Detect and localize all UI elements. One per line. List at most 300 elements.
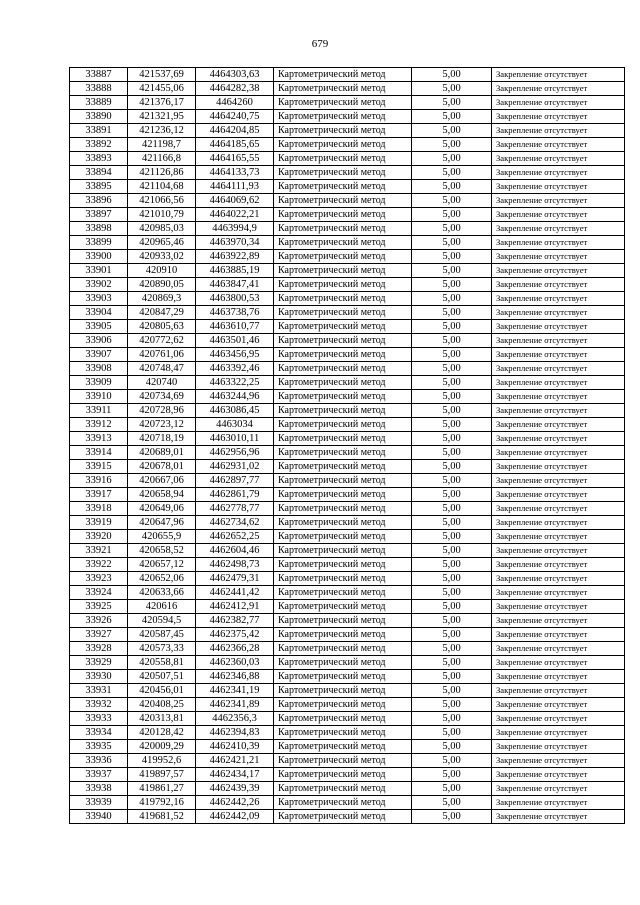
table-row xyxy=(70,684,625,698)
y-coordinate-cell: 4464204,85 xyxy=(196,124,274,138)
y-coordinate-cell: 4463322,25 xyxy=(196,376,274,390)
fixing-note-cell: Закрепление отсутствует xyxy=(492,82,625,96)
method-cell: Картометрический метод xyxy=(274,754,412,768)
y-coordinate-cell: 4464240,75 xyxy=(196,110,274,124)
fixing-note-cell: Закрепление отсутствует xyxy=(492,404,625,418)
method-cell: Картометрический метод xyxy=(274,698,412,712)
method-cell: Картометрический метод xyxy=(274,488,412,502)
accuracy-cell: 5,00 xyxy=(412,124,492,138)
x-coordinate-cell: 420313,81 xyxy=(128,712,196,726)
method-cell: Картометрический метод xyxy=(274,278,412,292)
y-coordinate-cell: 4463847,41 xyxy=(196,278,274,292)
table-row xyxy=(70,488,625,502)
x-coordinate-cell: 421066,56 xyxy=(128,194,196,208)
y-coordinate-cell: 4462341,19 xyxy=(196,684,274,698)
table-row xyxy=(70,614,625,628)
fixing-note-cell: Закрепление отсутствует xyxy=(492,642,625,656)
method-cell: Картометрический метод xyxy=(274,320,412,334)
fixing-note-cell: Закрепление отсутствует xyxy=(492,166,625,180)
point-number-cell: 33892 xyxy=(70,138,128,152)
x-coordinate-cell: 420890,05 xyxy=(128,278,196,292)
accuracy-cell: 5,00 xyxy=(412,432,492,446)
table-row xyxy=(70,502,625,516)
table-row xyxy=(70,530,625,544)
point-number-cell: 33900 xyxy=(70,250,128,264)
table-row xyxy=(70,110,625,124)
y-coordinate-cell: 4462442,26 xyxy=(196,796,274,810)
fixing-note-cell: Закрепление отсутствует xyxy=(492,152,625,166)
point-number-cell: 33914 xyxy=(70,446,128,460)
point-number-cell: 33933 xyxy=(70,712,128,726)
y-coordinate-cell: 4462375,42 xyxy=(196,628,274,642)
table-row xyxy=(70,250,625,264)
y-coordinate-cell: 4463244,96 xyxy=(196,390,274,404)
accuracy-cell: 5,00 xyxy=(412,68,492,82)
point-number-cell: 33912 xyxy=(70,418,128,432)
method-cell: Картометрический метод xyxy=(274,404,412,418)
accuracy-cell: 5,00 xyxy=(412,152,492,166)
fixing-note-cell: Закрепление отсутствует xyxy=(492,782,625,796)
point-number-cell: 33910 xyxy=(70,390,128,404)
fixing-note-cell: Закрепление отсутствует xyxy=(492,432,625,446)
method-cell: Картометрический метод xyxy=(274,474,412,488)
accuracy-cell: 5,00 xyxy=(412,572,492,586)
x-coordinate-cell: 420933,02 xyxy=(128,250,196,264)
y-coordinate-cell: 4462341,89 xyxy=(196,698,274,712)
method-cell: Картометрический метод xyxy=(274,502,412,516)
table-row xyxy=(70,782,625,796)
accuracy-cell: 5,00 xyxy=(412,166,492,180)
fixing-note-cell: Закрепление отсутствует xyxy=(492,502,625,516)
method-cell: Картометрический метод xyxy=(274,544,412,558)
accuracy-cell: 5,00 xyxy=(412,544,492,558)
method-cell: Картометрический метод xyxy=(274,712,412,726)
y-coordinate-cell: 4464022,21 xyxy=(196,208,274,222)
fixing-note-cell: Закрепление отсутствует xyxy=(492,208,625,222)
table-row xyxy=(70,236,625,250)
x-coordinate-cell: 420965,46 xyxy=(128,236,196,250)
x-coordinate-cell: 420616 xyxy=(128,600,196,614)
accuracy-cell: 5,00 xyxy=(412,320,492,334)
x-coordinate-cell: 421236,12 xyxy=(128,124,196,138)
x-coordinate-cell: 420558,81 xyxy=(128,656,196,670)
fixing-note-cell: Закрепление отсутствует xyxy=(492,292,625,306)
fixing-note-cell: Закрепление отсутствует xyxy=(492,362,625,376)
method-cell: Картометрический метод xyxy=(274,390,412,404)
table-row xyxy=(70,390,625,404)
fixing-note-cell: Закрепление отсутствует xyxy=(492,390,625,404)
y-coordinate-cell: 4463738,76 xyxy=(196,306,274,320)
accuracy-cell: 5,00 xyxy=(412,418,492,432)
x-coordinate-cell: 420657,12 xyxy=(128,558,196,572)
x-coordinate-cell: 420652,06 xyxy=(128,572,196,586)
x-coordinate-cell: 420761,06 xyxy=(128,348,196,362)
accuracy-cell: 5,00 xyxy=(412,600,492,614)
fixing-note-cell: Закрепление отсутствует xyxy=(492,68,625,82)
x-coordinate-cell: 420667,06 xyxy=(128,474,196,488)
method-cell: Картометрический метод xyxy=(274,600,412,614)
y-coordinate-cell: 4464111,93 xyxy=(196,180,274,194)
method-cell: Картометрический метод xyxy=(274,96,412,110)
fixing-note-cell: Закрепление отсутствует xyxy=(492,250,625,264)
fixing-note-cell: Закрепление отсутствует xyxy=(492,446,625,460)
accuracy-cell: 5,00 xyxy=(412,222,492,236)
fixing-note-cell: Закрепление отсутствует xyxy=(492,96,625,110)
y-coordinate-cell: 4462439,39 xyxy=(196,782,274,796)
table-row xyxy=(70,544,625,558)
method-cell: Картометрический метод xyxy=(274,530,412,544)
x-coordinate-cell: 420507,51 xyxy=(128,670,196,684)
x-coordinate-cell: 420734,69 xyxy=(128,390,196,404)
x-coordinate-cell: 420805,63 xyxy=(128,320,196,334)
y-coordinate-cell: 4463086,45 xyxy=(196,404,274,418)
x-coordinate-cell: 421104,68 xyxy=(128,180,196,194)
fixing-note-cell: Закрепление отсутствует xyxy=(492,138,625,152)
y-coordinate-cell: 4463922,89 xyxy=(196,250,274,264)
y-coordinate-cell: 4464260 xyxy=(196,96,274,110)
method-cell: Картометрический метод xyxy=(274,110,412,124)
table-row xyxy=(70,152,625,166)
accuracy-cell: 5,00 xyxy=(412,334,492,348)
accuracy-cell: 5,00 xyxy=(412,138,492,152)
method-cell: Картометрический метод xyxy=(274,614,412,628)
point-number-cell: 33891 xyxy=(70,124,128,138)
table-row xyxy=(70,796,625,810)
x-coordinate-cell: 421198,7 xyxy=(128,138,196,152)
y-coordinate-cell: 4463610,77 xyxy=(196,320,274,334)
method-cell: Картометрический метод xyxy=(274,166,412,180)
y-coordinate-cell: 4462604,46 xyxy=(196,544,274,558)
point-number-cell: 33927 xyxy=(70,628,128,642)
x-coordinate-cell: 419952,6 xyxy=(128,754,196,768)
method-cell: Картометрический метод xyxy=(274,516,412,530)
table-row xyxy=(70,474,625,488)
method-cell: Картометрический метод xyxy=(274,558,412,572)
accuracy-cell: 5,00 xyxy=(412,390,492,404)
point-number-cell: 33913 xyxy=(70,432,128,446)
y-coordinate-cell: 4462410,39 xyxy=(196,740,274,754)
method-cell: Картометрический метод xyxy=(274,656,412,670)
method-cell: Картометрический метод xyxy=(274,208,412,222)
fixing-note-cell: Закрепление отсутствует xyxy=(492,684,625,698)
point-number-cell: 33919 xyxy=(70,516,128,530)
point-number-cell: 33918 xyxy=(70,502,128,516)
table-row xyxy=(70,306,625,320)
y-coordinate-cell: 4463010,11 xyxy=(196,432,274,446)
accuracy-cell: 5,00 xyxy=(412,278,492,292)
y-coordinate-cell: 4462382,77 xyxy=(196,614,274,628)
table-row xyxy=(70,586,625,600)
point-number-cell: 33926 xyxy=(70,614,128,628)
x-coordinate-cell: 420748,47 xyxy=(128,362,196,376)
point-number-cell: 33907 xyxy=(70,348,128,362)
point-number-cell: 33930 xyxy=(70,670,128,684)
x-coordinate-cell: 420456,01 xyxy=(128,684,196,698)
y-coordinate-cell: 4464069,62 xyxy=(196,194,274,208)
table-row xyxy=(70,208,625,222)
point-number-cell: 33917 xyxy=(70,488,128,502)
fixing-note-cell: Закрепление отсутствует xyxy=(492,306,625,320)
accuracy-cell: 5,00 xyxy=(412,376,492,390)
y-coordinate-cell: 4462652,25 xyxy=(196,530,274,544)
point-number-cell: 33904 xyxy=(70,306,128,320)
method-cell: Картометрический метод xyxy=(274,432,412,446)
table-row xyxy=(70,68,625,82)
accuracy-cell: 5,00 xyxy=(412,180,492,194)
fixing-note-cell: Закрепление отсутствует xyxy=(492,264,625,278)
method-cell: Картометрический метод xyxy=(274,782,412,796)
fixing-note-cell: Закрепление отсутствует xyxy=(492,474,625,488)
x-coordinate-cell: 421376,17 xyxy=(128,96,196,110)
accuracy-cell: 5,00 xyxy=(412,558,492,572)
x-coordinate-cell: 420985,03 xyxy=(128,222,196,236)
point-number-cell: 33902 xyxy=(70,278,128,292)
fixing-note-cell: Закрепление отсутствует xyxy=(492,656,625,670)
point-number-cell: 33905 xyxy=(70,320,128,334)
method-cell: Картометрический метод xyxy=(274,670,412,684)
fixing-note-cell: Закрепление отсутствует xyxy=(492,810,625,824)
accuracy-cell: 5,00 xyxy=(412,110,492,124)
table-row xyxy=(70,558,625,572)
point-number-cell: 33911 xyxy=(70,404,128,418)
table-row xyxy=(70,446,625,460)
table-row xyxy=(70,572,625,586)
accuracy-cell: 5,00 xyxy=(412,712,492,726)
accuracy-cell: 5,00 xyxy=(412,264,492,278)
accuracy-cell: 5,00 xyxy=(412,684,492,698)
x-coordinate-cell: 420647,96 xyxy=(128,516,196,530)
method-cell: Картометрический метод xyxy=(274,152,412,166)
x-coordinate-cell: 420655,9 xyxy=(128,530,196,544)
table-row xyxy=(70,642,625,656)
accuracy-cell: 5,00 xyxy=(412,502,492,516)
accuracy-cell: 5,00 xyxy=(412,446,492,460)
point-number-cell: 33899 xyxy=(70,236,128,250)
table-row xyxy=(70,138,625,152)
table-row xyxy=(70,124,625,138)
y-coordinate-cell: 4462861,79 xyxy=(196,488,274,502)
x-coordinate-cell: 420728,96 xyxy=(128,404,196,418)
fixing-note-cell: Закрепление отсутствует xyxy=(492,348,625,362)
point-number-cell: 33920 xyxy=(70,530,128,544)
page-number: 679 xyxy=(311,38,329,50)
accuracy-cell: 5,00 xyxy=(412,194,492,208)
x-coordinate-cell: 420847,29 xyxy=(128,306,196,320)
accuracy-cell: 5,00 xyxy=(412,348,492,362)
x-coordinate-cell: 421321,95 xyxy=(128,110,196,124)
point-number-cell: 33931 xyxy=(70,684,128,698)
table-row xyxy=(70,96,625,110)
point-number-cell: 33940 xyxy=(70,810,128,824)
y-coordinate-cell: 4463501,46 xyxy=(196,334,274,348)
fixing-note-cell: Закрепление отсутствует xyxy=(492,768,625,782)
table-row xyxy=(70,670,625,684)
table-row xyxy=(70,810,625,824)
table-row xyxy=(70,656,625,670)
method-cell: Картометрический метод xyxy=(274,460,412,474)
point-number-cell: 33916 xyxy=(70,474,128,488)
point-number-cell: 33922 xyxy=(70,558,128,572)
point-number-cell: 33923 xyxy=(70,572,128,586)
accuracy-cell: 5,00 xyxy=(412,754,492,768)
method-cell: Картометрический метод xyxy=(274,418,412,432)
method-cell: Картометрический метод xyxy=(274,348,412,362)
fixing-note-cell: Закрепление отсутствует xyxy=(492,110,625,124)
y-coordinate-cell: 4464133,73 xyxy=(196,166,274,180)
y-coordinate-cell: 4462441,42 xyxy=(196,586,274,600)
accuracy-cell: 5,00 xyxy=(412,726,492,740)
table-row xyxy=(70,600,625,614)
method-cell: Картометрический метод xyxy=(274,138,412,152)
x-coordinate-cell: 421537,69 xyxy=(128,68,196,82)
accuracy-cell: 5,00 xyxy=(412,236,492,250)
method-cell: Картометрический метод xyxy=(274,362,412,376)
fixing-note-cell: Закрепление отсутствует xyxy=(492,754,625,768)
point-number-cell: 33903 xyxy=(70,292,128,306)
fixing-note-cell: Закрепление отсутствует xyxy=(492,670,625,684)
point-number-cell: 33901 xyxy=(70,264,128,278)
accuracy-cell: 5,00 xyxy=(412,474,492,488)
table-row xyxy=(70,362,625,376)
accuracy-cell: 5,00 xyxy=(412,796,492,810)
fixing-note-cell: Закрепление отсутствует xyxy=(492,222,625,236)
point-number-cell: 33893 xyxy=(70,152,128,166)
y-coordinate-cell: 4462956,96 xyxy=(196,446,274,460)
x-coordinate-cell: 420633,66 xyxy=(128,586,196,600)
fixing-note-cell: Закрепление отсутствует xyxy=(492,712,625,726)
point-number-cell: 33937 xyxy=(70,768,128,782)
table-row xyxy=(70,82,625,96)
point-number-cell: 33936 xyxy=(70,754,128,768)
fixing-note-cell: Закрепление отсутствует xyxy=(492,726,625,740)
fixing-note-cell: Закрепление отсутствует xyxy=(492,530,625,544)
fixing-note-cell: Закрепление отсутствует xyxy=(492,418,625,432)
x-coordinate-cell: 420594,5 xyxy=(128,614,196,628)
method-cell: Картометрический метод xyxy=(274,194,412,208)
y-coordinate-cell: 4462778,77 xyxy=(196,502,274,516)
point-number-cell: 33897 xyxy=(70,208,128,222)
accuracy-cell: 5,00 xyxy=(412,488,492,502)
point-number-cell: 33887 xyxy=(70,68,128,82)
point-number-cell: 33929 xyxy=(70,656,128,670)
x-coordinate-cell: 420573,33 xyxy=(128,642,196,656)
accuracy-cell: 5,00 xyxy=(412,208,492,222)
accuracy-cell: 5,00 xyxy=(412,768,492,782)
x-coordinate-cell: 421455,06 xyxy=(128,82,196,96)
fixing-note-cell: Закрепление отсутствует xyxy=(492,460,625,474)
table-row xyxy=(70,292,625,306)
table-row xyxy=(70,768,625,782)
y-coordinate-cell: 4463885,19 xyxy=(196,264,274,278)
fixing-note-cell: Закрепление отсутствует xyxy=(492,194,625,208)
accuracy-cell: 5,00 xyxy=(412,82,492,96)
x-coordinate-cell: 420772,62 xyxy=(128,334,196,348)
method-cell: Картометрический метод xyxy=(274,586,412,600)
point-number-cell: 33925 xyxy=(70,600,128,614)
y-coordinate-cell: 4462356,3 xyxy=(196,712,274,726)
x-coordinate-cell: 420128,42 xyxy=(128,726,196,740)
accuracy-cell: 5,00 xyxy=(412,362,492,376)
point-number-cell: 33889 xyxy=(70,96,128,110)
accuracy-cell: 5,00 xyxy=(412,782,492,796)
method-cell: Картометрический метод xyxy=(274,684,412,698)
x-coordinate-cell: 419897,57 xyxy=(128,768,196,782)
method-cell: Картометрический метод xyxy=(274,124,412,138)
y-coordinate-cell: 4462366,28 xyxy=(196,642,274,656)
accuracy-cell: 5,00 xyxy=(412,698,492,712)
point-number-cell: 33908 xyxy=(70,362,128,376)
x-coordinate-cell: 421010,79 xyxy=(128,208,196,222)
y-coordinate-cell: 4463970,34 xyxy=(196,236,274,250)
y-coordinate-cell: 4463456,95 xyxy=(196,348,274,362)
method-cell: Картометрический метод xyxy=(274,628,412,642)
method-cell: Картометрический метод xyxy=(274,236,412,250)
y-coordinate-cell: 4463034 xyxy=(196,418,274,432)
x-coordinate-cell: 420678,01 xyxy=(128,460,196,474)
fixing-note-cell: Закрепление отсутствует xyxy=(492,180,625,194)
fixing-note-cell: Закрепление отсутствует xyxy=(492,796,625,810)
point-number-cell: 33924 xyxy=(70,586,128,600)
y-coordinate-cell: 4464303,63 xyxy=(196,68,274,82)
accuracy-cell: 5,00 xyxy=(412,614,492,628)
point-number-cell: 33898 xyxy=(70,222,128,236)
table-row xyxy=(70,278,625,292)
x-coordinate-cell: 419861,27 xyxy=(128,782,196,796)
x-coordinate-cell: 419681,52 xyxy=(128,810,196,824)
table-row xyxy=(70,264,625,278)
x-coordinate-cell: 420718,19 xyxy=(128,432,196,446)
table-row xyxy=(70,460,625,474)
table-row xyxy=(70,740,625,754)
y-coordinate-cell: 4464185,65 xyxy=(196,138,274,152)
table-row xyxy=(70,222,625,236)
y-coordinate-cell: 4462434,17 xyxy=(196,768,274,782)
method-cell: Картометрический метод xyxy=(274,642,412,656)
accuracy-cell: 5,00 xyxy=(412,642,492,656)
y-coordinate-cell: 4464165,55 xyxy=(196,152,274,166)
x-coordinate-cell: 420910 xyxy=(128,264,196,278)
fixing-note-cell: Закрепление отсутствует xyxy=(492,544,625,558)
fixing-note-cell: Закрепление отсутствует xyxy=(492,516,625,530)
y-coordinate-cell: 4462734,62 xyxy=(196,516,274,530)
point-number-cell: 33909 xyxy=(70,376,128,390)
x-coordinate-cell: 420009,29 xyxy=(128,740,196,754)
point-number-cell: 33934 xyxy=(70,726,128,740)
table-row xyxy=(70,180,625,194)
fixing-note-cell: Закрепление отсутствует xyxy=(492,558,625,572)
table-body xyxy=(70,68,625,824)
fixing-note-cell: Закрепление отсутствует xyxy=(492,278,625,292)
accuracy-cell: 5,00 xyxy=(412,656,492,670)
y-coordinate-cell: 4462412,91 xyxy=(196,600,274,614)
point-number-cell: 33932 xyxy=(70,698,128,712)
method-cell: Картометрический метод xyxy=(274,726,412,740)
method-cell: Картометрический метод xyxy=(274,740,412,754)
point-number-cell: 33895 xyxy=(70,180,128,194)
point-number-cell: 33890 xyxy=(70,110,128,124)
table-row xyxy=(70,404,625,418)
table-row xyxy=(70,432,625,446)
point-number-cell: 33888 xyxy=(70,82,128,96)
y-coordinate-cell: 4464282,38 xyxy=(196,82,274,96)
y-coordinate-cell: 4462360,03 xyxy=(196,656,274,670)
point-number-cell: 33939 xyxy=(70,796,128,810)
y-coordinate-cell: 4463800,53 xyxy=(196,292,274,306)
y-coordinate-cell: 4462421,21 xyxy=(196,754,274,768)
method-cell: Картометрический метод xyxy=(274,250,412,264)
point-number-cell: 33928 xyxy=(70,642,128,656)
method-cell: Картометрический метод xyxy=(274,82,412,96)
